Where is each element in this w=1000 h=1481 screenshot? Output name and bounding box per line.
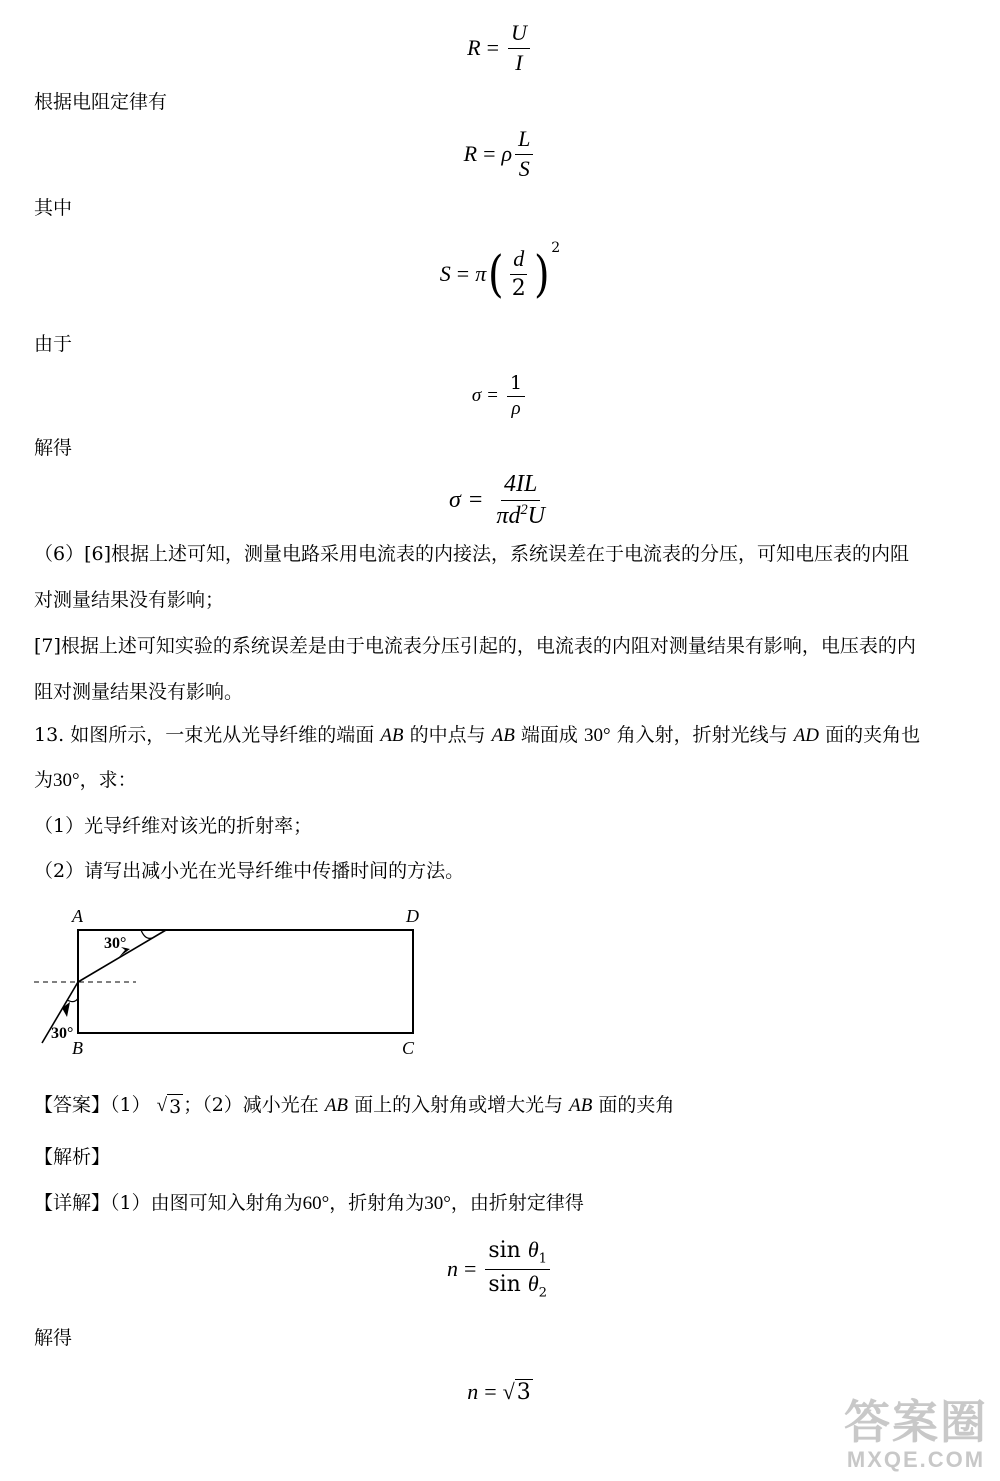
denominator-I: I [515, 49, 523, 75]
detail-text-1: （1）由图可知入射角为 [110, 1192, 303, 1214]
sub-question-2: （2）请写出减小光在光导纤维中传播时间的方法。 [34, 860, 465, 882]
exponent-2: 2 [551, 240, 561, 256]
numerator-L: L [515, 127, 533, 154]
detail-label: 【详解】 [34, 1192, 111, 1214]
text-solve: 解得 [34, 437, 73, 459]
radical-sign: √ [502, 1379, 515, 1404]
fraction-1-over-rho [507, 373, 525, 420]
watermark [844, 1397, 988, 1473]
var-n: n [446, 1256, 458, 1281]
numerator-d: d [510, 247, 527, 274]
q13-text-5: 面的夹角也 [825, 724, 921, 746]
analysis-label: 【解析】 [34, 1146, 111, 1168]
fraction-U-over-I [508, 21, 530, 74]
right-paren: ) [533, 245, 550, 303]
q13-text-2: 的中点与 [409, 724, 486, 746]
q13-text-3: 端面成 [520, 724, 578, 746]
sqrt-3 [503, 1379, 533, 1405]
answer-line [34, 1093, 674, 1119]
numerator-1: 1 [507, 373, 525, 397]
numerator-U: U [508, 21, 530, 48]
q13-text-1: 如图所示，一束光从光导纤维的端面 [70, 724, 375, 746]
paragraph-7-line2: 阻对测量结果没有影响。 [34, 681, 244, 703]
answer-part-4: 面的夹角 [598, 1094, 675, 1116]
incident-arrow [62, 1002, 70, 1017]
label-AB: AB [380, 725, 404, 746]
answer-part-3: 面上的入射角或增大光与 [354, 1094, 564, 1116]
var-pi: π [496, 502, 509, 529]
equation-sigma-result [0, 468, 1000, 532]
equals: = [487, 385, 498, 406]
var-theta: θ [527, 1270, 539, 1296]
radicand-3: 3 [169, 1096, 182, 1118]
denominator-sin-theta2 [485, 1270, 550, 1301]
angle-label-bottom: 30° [51, 1025, 74, 1042]
equals: = [456, 261, 470, 286]
answer-label: 【答案】 [34, 1094, 111, 1116]
answer-part-1: （1） [110, 1094, 151, 1116]
label-AD: AD [793, 725, 820, 746]
q13-text-7: ，求： [79, 769, 137, 791]
fraction-d-over-2 [509, 247, 529, 300]
text-resistance-law: 根据电阻定律有 [34, 91, 168, 113]
subscript-2: 2 [538, 1284, 548, 1300]
denominator-2: 2 [511, 275, 526, 301]
radical-sign: √ [156, 1095, 168, 1116]
equals: = [483, 141, 496, 166]
var-U: U [527, 502, 545, 529]
var-R: R [467, 35, 481, 60]
label-C: C [402, 1038, 415, 1058]
equation-conductivity [0, 366, 1000, 426]
paragraph-6-line1: （6）[6]根据上述可知，测量电路采用电流表的内接法，系统误差在于电流表的分压，可知电压表的内阻 [34, 543, 910, 565]
label-D: D [406, 906, 419, 926]
angle-30: 30° [53, 770, 80, 791]
label-B: B [72, 1038, 83, 1058]
angle-30: 30° [583, 725, 611, 746]
paragraph-6-line2: 对测量结果没有影响； [34, 589, 225, 611]
var-d: d [508, 502, 521, 529]
var-S: S [439, 261, 451, 286]
question-number: 13. [34, 724, 65, 746]
equals: = [486, 35, 499, 60]
sqrt-3 [157, 1094, 184, 1119]
func-sin: sin [488, 1271, 521, 1297]
optical-fiber-figure [20, 900, 440, 1065]
angle-30: 30° [424, 1193, 451, 1214]
detail-text-3: ，由折射定律得 [450, 1192, 584, 1214]
question-13-line2 [34, 768, 137, 793]
text-solve-2: 解得 [34, 1327, 73, 1349]
denominator-pi-d2-U [493, 501, 548, 529]
label-AB: AB [324, 1095, 349, 1116]
equals: = [468, 486, 483, 513]
text-where: 其中 [34, 197, 73, 219]
answer-part-2: ；（2）减小光在 [183, 1094, 319, 1116]
equation-ohm [0, 18, 1000, 78]
denominator-S: S [518, 155, 530, 181]
angle-arc-top [141, 930, 152, 938]
var-R: R [463, 141, 478, 166]
angle-label-top: 30° [104, 935, 127, 952]
watermark-logo-text: 答案圈 [844, 1396, 988, 1448]
numerator-4IL: 4IL [501, 471, 540, 500]
label-AB: AB [569, 1095, 593, 1116]
var-pi: π [475, 261, 487, 286]
subscript-1: 1 [538, 1250, 548, 1266]
var-n: n [467, 1379, 479, 1404]
detail-line [34, 1191, 584, 1216]
exponent-2: 2 [520, 501, 528, 518]
watermark-url: MXQE.COM [846, 1447, 986, 1472]
fraction-L-over-S [515, 127, 533, 180]
equals: = [463, 1256, 477, 1281]
detail-text-2: ，折射角为 [329, 1192, 425, 1214]
q13-text-6: 为 [34, 769, 54, 791]
label-A: A [72, 906, 83, 926]
q13-text-4: 角入射，折射光线与 [616, 724, 788, 746]
equals: = [484, 1379, 497, 1404]
equation-snell [0, 1234, 1000, 1304]
numerator-sin-theta1 [485, 1238, 550, 1270]
equation-resistance-law [0, 124, 1000, 184]
radicand-3: 3 [516, 1380, 531, 1405]
paragraph-7-line1: [7]根据上述可知实验的系统误差是由于电流表分压引起的，电流表的内阻对测量结果有影响，电压表的内 [34, 635, 916, 657]
func-sin: sin [488, 1237, 521, 1263]
label-AB: AB [491, 725, 515, 746]
var-rho: ρ [501, 141, 513, 166]
fraction-sin-ratio [485, 1238, 550, 1301]
question-13-line1 [34, 723, 920, 748]
equation-area [0, 236, 1000, 312]
left-paren: ( [488, 245, 504, 303]
fraction-sigma [493, 471, 548, 529]
denominator-rho: ρ [511, 397, 521, 419]
sub-question-1: （1）光导纤维对该光的折射率； [34, 815, 313, 837]
text-since: 由于 [34, 333, 73, 355]
var-theta: θ [527, 1236, 539, 1262]
var-sigma: σ [471, 385, 482, 406]
var-sigma: σ [449, 486, 461, 513]
angle-60: 60° [302, 1193, 330, 1214]
